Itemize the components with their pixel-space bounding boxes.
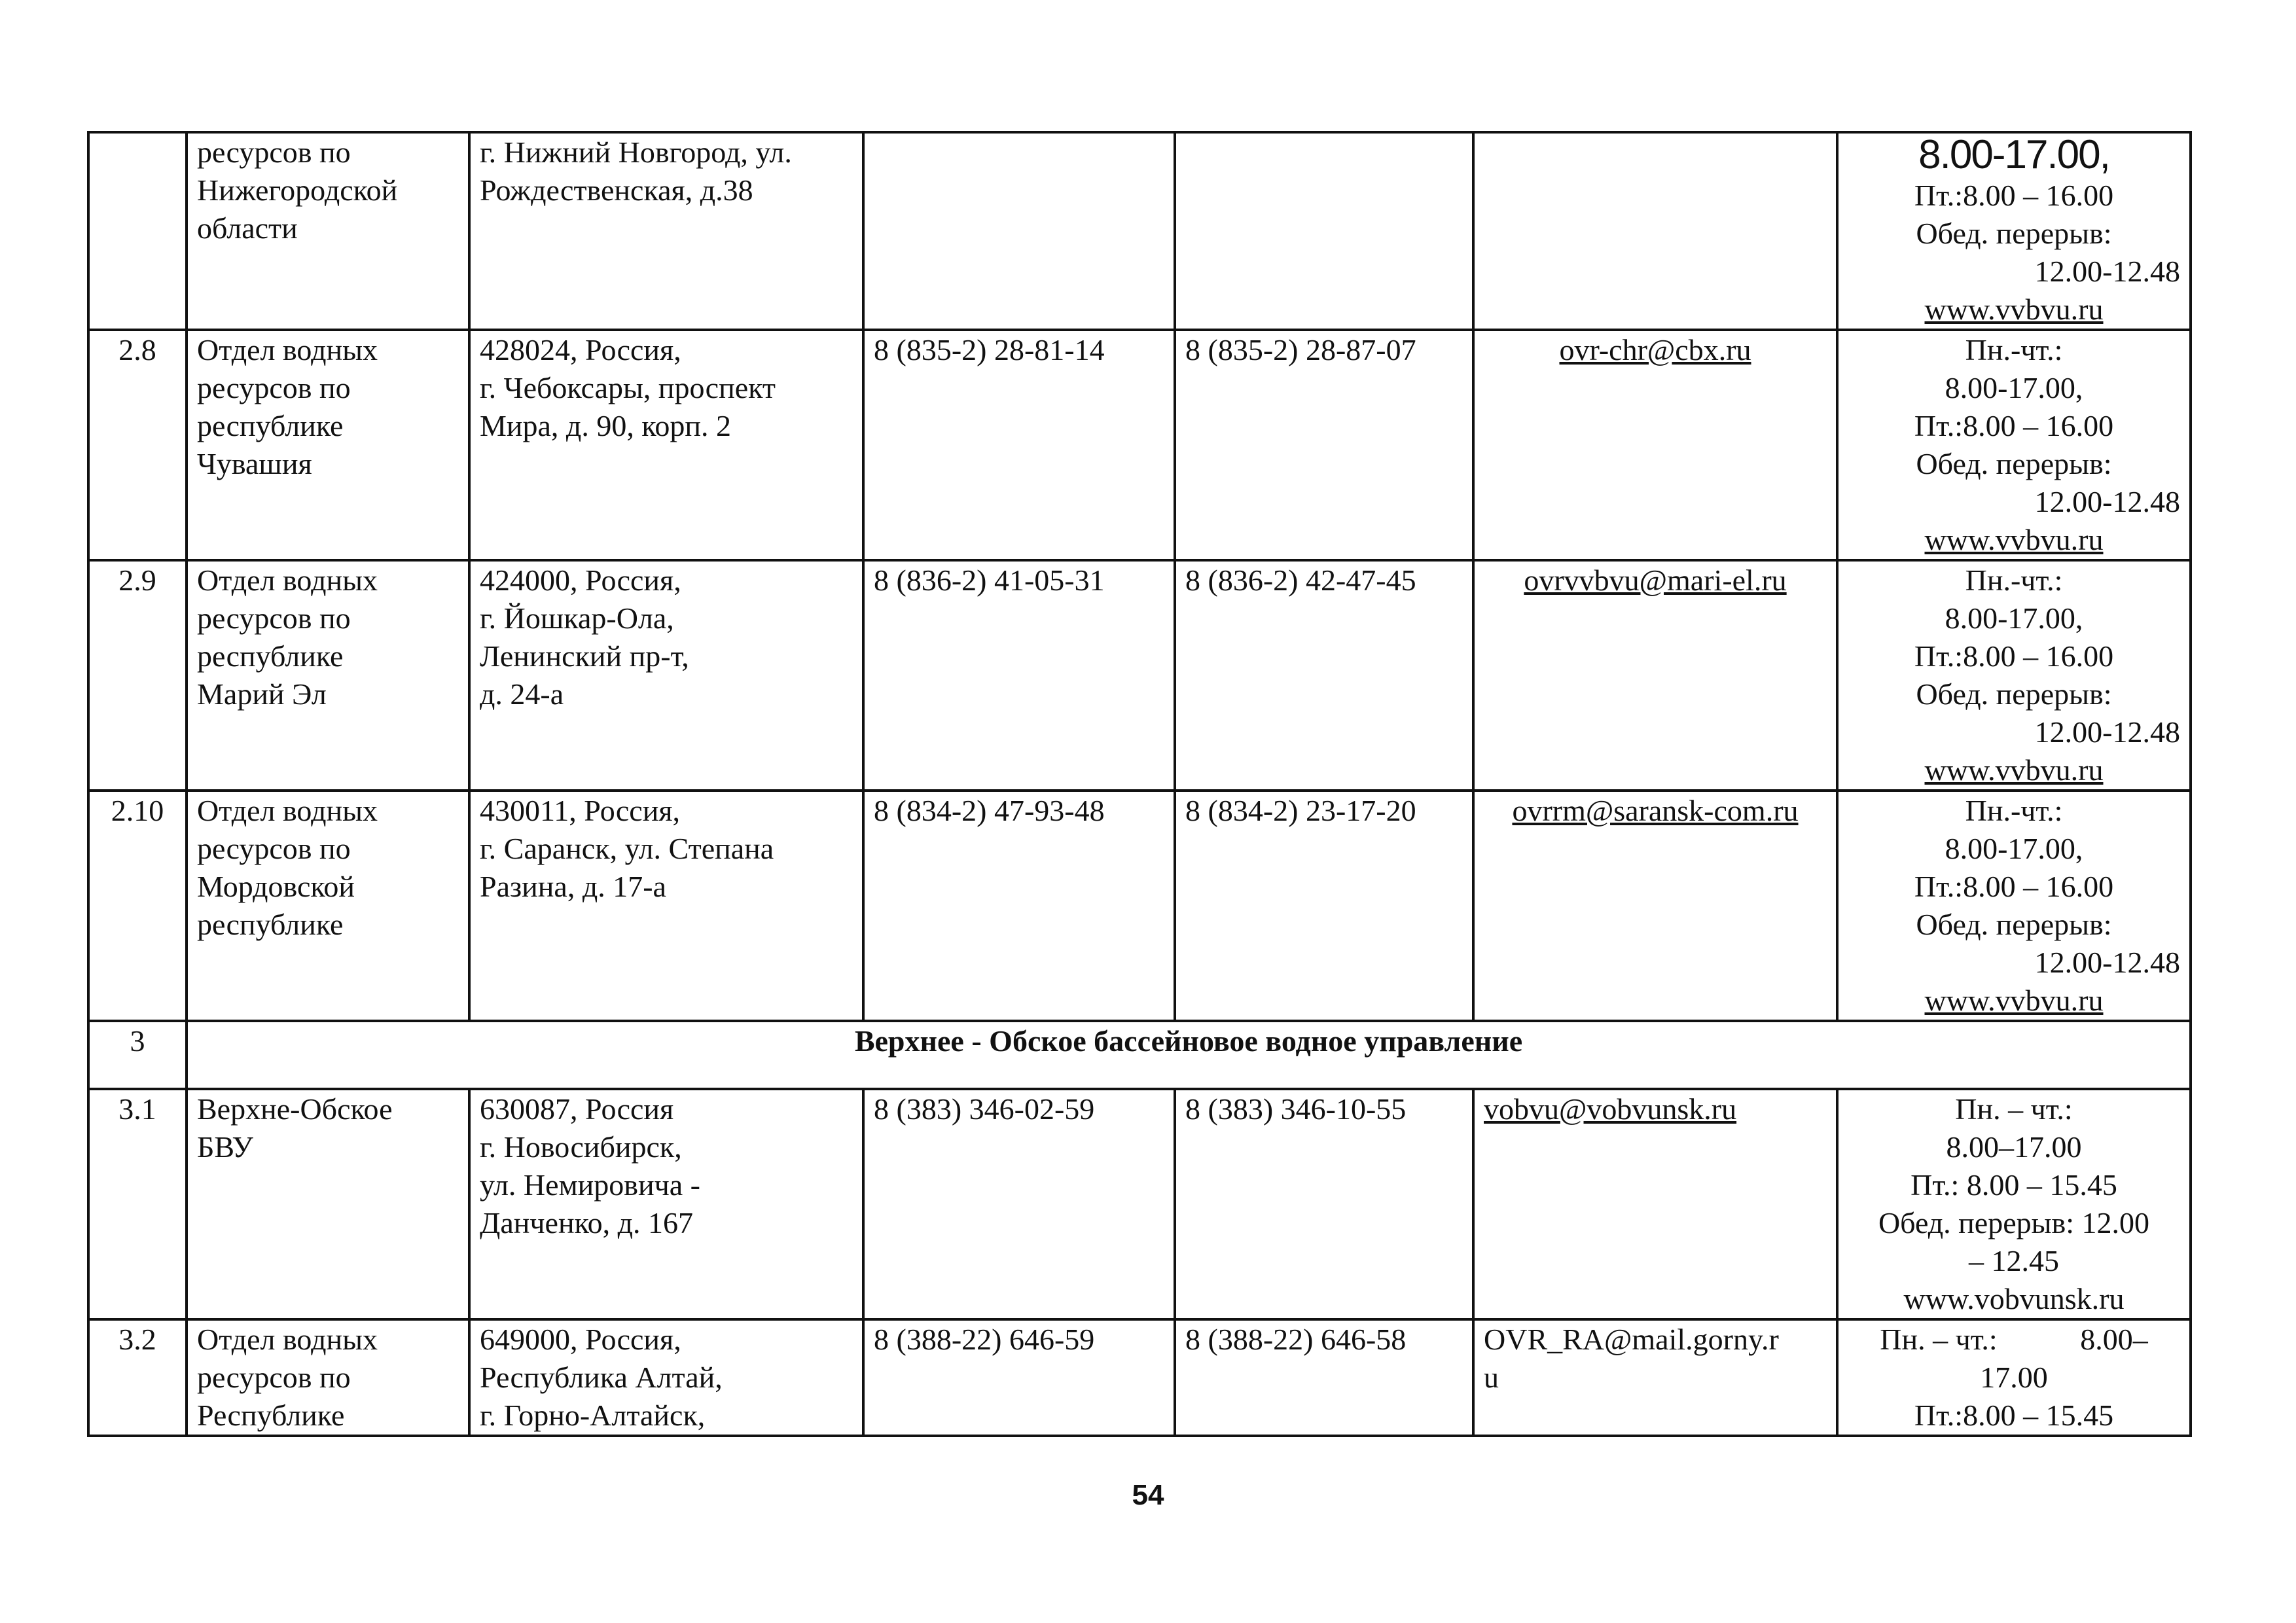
phone: 8 (835-2) 28-81-14 — [863, 330, 1175, 560]
address — [469, 1089, 863, 1319]
table-row — [88, 132, 2191, 330]
fax: 8 (383) 346-10-55 — [1175, 1089, 1473, 1319]
website-link[interactable]: www.vvbvu.ru — [1924, 753, 2104, 787]
address-line: д. 24-а — [480, 677, 564, 711]
section-number: 3 — [88, 1021, 187, 1089]
email-line[interactable]: OVR_RA@mail.gorny.r — [1484, 1323, 1779, 1356]
hours-line: Пн.-чт.: — [1965, 794, 2063, 827]
row-number: 2.8 — [88, 330, 187, 560]
phone — [863, 132, 1175, 330]
email-link[interactable]: vobvu@vobvunsk.ru — [1484, 1092, 1737, 1126]
hours-line: Пн.-чт.: — [1965, 563, 2063, 597]
name-line: Марий Эл — [197, 677, 327, 711]
phone: 8 (388-22) 646-59 — [863, 1319, 1175, 1436]
name-line: ресурсов по — [197, 601, 351, 635]
hours-line: Пт.:8.00 – 15.45 — [1914, 1399, 2114, 1432]
website-link[interactable]: www.vobvunsk.ru — [1903, 1282, 2125, 1315]
name-line: ресурсов по — [197, 135, 351, 169]
hours-line: Пн.-чт.: — [1965, 333, 2063, 366]
hours-line: Пт.:8.00 – 16.00 — [1914, 870, 2114, 903]
hours-line: 8.00-17.00, — [1945, 601, 2083, 635]
fax: 8 (836-2) 42-47-45 — [1175, 560, 1473, 791]
fax: 8 (834-2) 23-17-20 — [1175, 791, 1473, 1021]
hours-line: 17.00 — [1980, 1361, 2048, 1394]
row-number — [88, 132, 187, 330]
hours-line: Обед. перерыв: 12.00 — [1878, 1206, 2150, 1240]
organization-name — [187, 791, 469, 1021]
working-hours — [1837, 132, 2191, 330]
organization-name — [187, 560, 469, 791]
row-number: 3.1 — [88, 1089, 187, 1319]
address-line: ул. Немировича - — [480, 1168, 701, 1202]
hours-line: Пт.:8.00 – 16.00 — [1914, 179, 2114, 212]
name-line: республике — [197, 639, 344, 673]
address — [469, 1319, 863, 1436]
email-link[interactable]: ovrvvbvu@mari-el.ru — [1524, 563, 1787, 597]
hours-line: 12.00-12.48 — [2034, 715, 2180, 749]
email — [1473, 1319, 1837, 1436]
table-row — [88, 330, 2191, 560]
table-row — [88, 791, 2191, 1021]
address-line: г. Новосибирск, — [480, 1130, 682, 1164]
hours-line: Пн. – чт.: 8.00– — [1880, 1323, 2148, 1356]
working-hours — [1837, 330, 2191, 560]
hours-line: 12.00-12.48 — [2034, 255, 2180, 288]
address-line: г. Горно-Алтайск, — [480, 1399, 706, 1432]
working-hours — [1837, 1089, 2191, 1319]
working-hours — [1837, 1319, 2191, 1436]
phone: 8 (836-2) 41-05-31 — [863, 560, 1175, 791]
page-number: 54 — [1132, 1479, 1164, 1511]
address-line: г. Йошкар-Ола, — [480, 601, 674, 635]
hours-line: Пт.:8.00 – 16.00 — [1914, 639, 2114, 673]
email — [1473, 132, 1837, 330]
name-line: Отдел водных — [197, 794, 378, 827]
name-line: Отдел водных — [197, 563, 378, 597]
email — [1473, 330, 1837, 560]
row-number: 2.9 — [88, 560, 187, 791]
hours-line: 12.00-12.48 — [2034, 485, 2180, 518]
address-line: 649000, Россия, — [480, 1323, 681, 1356]
name-line: БВУ — [197, 1130, 253, 1164]
name-line: Чувашия — [197, 447, 312, 480]
name-line: Отдел водных — [197, 333, 378, 366]
hours-line: Обед. перерыв: — [1916, 908, 2112, 941]
address-line: 430011, Россия, — [480, 794, 680, 827]
hours-line: Пн. – чт.: — [1955, 1092, 2073, 1126]
name-line: республике — [197, 409, 344, 442]
address-line: Республика Алтай, — [480, 1361, 723, 1394]
email-link[interactable]: ovr-chr@cbx.ru — [1559, 333, 1751, 366]
address — [469, 330, 863, 560]
organization-name — [187, 330, 469, 560]
email-line[interactable]: u — [1484, 1361, 1499, 1394]
hours-line: Обед. перерыв: — [1916, 677, 2112, 711]
table-row — [88, 1319, 2191, 1436]
name-line: Верхне-Обское — [197, 1092, 393, 1126]
fax: 8 (835-2) 28-87-07 — [1175, 330, 1473, 560]
website-link[interactable]: www.vvbvu.ru — [1924, 984, 2104, 1017]
name-line: Отдел водных — [197, 1323, 378, 1356]
hours-line: 8.00–17.00 — [1946, 1130, 2082, 1164]
section-title: Верхнее - Обское бассейновое водное управление — [187, 1021, 2191, 1089]
hours-line: Обед. перерыв: — [1916, 217, 2112, 250]
name-line: Республике — [197, 1399, 345, 1432]
address-line: Разина, д. 17-а — [480, 870, 666, 903]
row-number: 3.2 — [88, 1319, 187, 1436]
name-line: ресурсов по — [197, 371, 351, 404]
table-row — [88, 560, 2191, 791]
address-line: 424000, Россия, — [480, 563, 681, 597]
address-line: Мира, д. 90, корп. 2 — [480, 409, 731, 442]
name-line: ресурсов по — [197, 1361, 351, 1394]
address-line: Данченко, д. 167 — [480, 1206, 693, 1240]
address-line: г. Саранск, ул. Степана — [480, 832, 774, 865]
website-link[interactable]: www.vvbvu.ru — [1924, 523, 2104, 556]
address-line: Рождественская, д.38 — [480, 173, 753, 207]
name-line: республике — [197, 908, 344, 941]
working-hours — [1837, 791, 2191, 1021]
name-line: Мордовской — [197, 870, 355, 903]
hours-line: Пт.:8.00 – 16.00 — [1914, 409, 2114, 442]
address-line: г. Чебоксары, проспект — [480, 371, 776, 404]
name-line: Нижегородской — [197, 173, 398, 207]
website-link[interactable]: www.vvbvu.ru — [1924, 293, 2104, 326]
address — [469, 791, 863, 1021]
email — [1473, 1089, 1837, 1319]
fax — [1175, 132, 1473, 330]
address — [469, 560, 863, 791]
address-line: г. Нижний Новгород, ул. — [480, 135, 792, 169]
address-line: Ленинский пр-т, — [480, 639, 689, 673]
working-hours — [1837, 560, 2191, 791]
hours-line: – 12.45 — [1969, 1244, 2059, 1277]
organization-name — [187, 1089, 469, 1319]
address-line: 428024, Россия, — [480, 333, 681, 366]
phone: 8 (834-2) 47-93-48 — [863, 791, 1175, 1021]
email — [1473, 791, 1837, 1021]
fax: 8 (388-22) 646-58 — [1175, 1319, 1473, 1436]
hours-line: Обед. перерыв: — [1916, 447, 2112, 480]
table-row — [88, 1089, 2191, 1319]
name-line: области — [197, 211, 298, 245]
hours-line: Пт.: 8.00 – 15.45 — [1910, 1168, 2117, 1202]
address — [469, 132, 863, 330]
hours-line: 12.00-12.48 — [2034, 946, 2180, 979]
email — [1473, 560, 1837, 791]
organization-name — [187, 132, 469, 330]
email-link[interactable]: ovrrm@saransk-com.ru — [1512, 794, 1799, 827]
name-line: ресурсов по — [197, 832, 351, 865]
phone: 8 (383) 346-02-59 — [863, 1089, 1175, 1319]
hours-line: 8.00-17.00, — [1945, 371, 2083, 404]
water-resources-directory-table — [87, 131, 2192, 1437]
section-header-row — [88, 1021, 2191, 1089]
organization-name — [187, 1319, 469, 1436]
row-number: 2.10 — [88, 791, 187, 1021]
address-line: 630087, Россия — [480, 1092, 674, 1126]
hours-line: 8.00-17.00, — [1945, 832, 2083, 865]
hours-line: 8.00-17.00, — [1918, 132, 2109, 177]
